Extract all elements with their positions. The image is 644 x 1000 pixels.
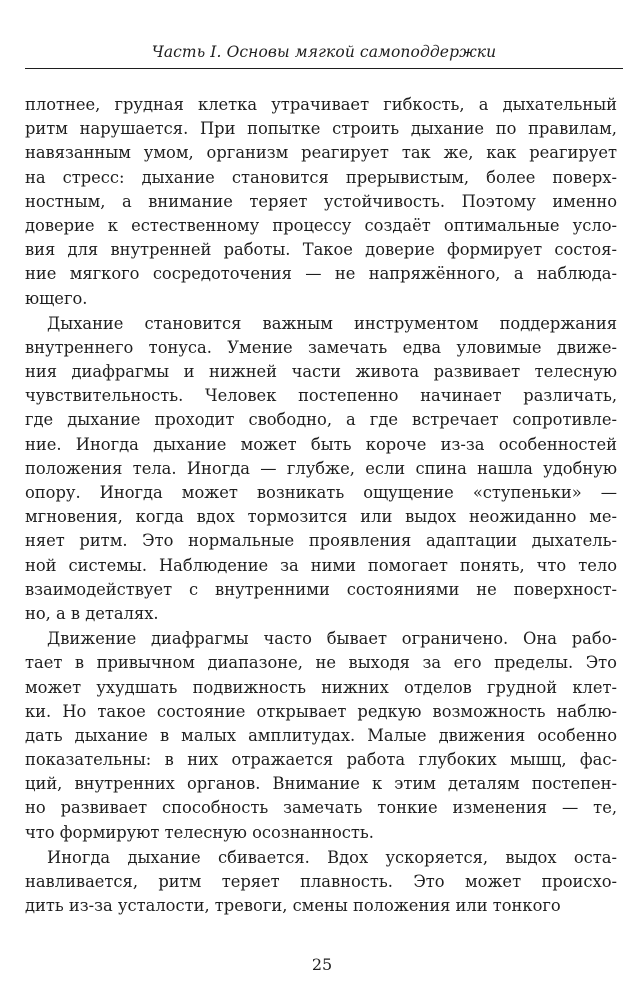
text-line: чувствительность. Человек постепенно начинает различать,: [25, 386, 617, 406]
text-line: ций, внутренних органов. Внимание к этим деталям постепен-: [25, 774, 617, 794]
text-line: ние. Иногда дыхание может быть короче из-за особенностей: [25, 434, 617, 454]
paragraph: [25, 846, 617, 919]
text-line: дить из-за усталости, тревоги, смены положения или тонкого: [25, 896, 561, 916]
text-line: ки. Но такое состояние открывает редкую возможность наблю-: [25, 701, 617, 721]
text-line: доверие к естественному процессу создаёт оптимальные усло-: [25, 215, 617, 235]
text-line: Дыхание становится важным инструментом поддержания: [47, 313, 617, 333]
text-line: ритм нарушается. При попытке строить дыхание по правилам,: [25, 119, 617, 139]
text-line: тает в привычном диапазоне, не выходя за его пределы. Это: [25, 653, 617, 673]
text-line: няет ритм. Это нормальные проявления адаптации дыхатель-: [25, 531, 617, 551]
text-line: но развивает способность замечать тонкие изменения — те,: [25, 798, 617, 818]
text-line: Иногда дыхание сбивается. Вдох ускоряется, выдох оста-: [47, 847, 617, 867]
text-line: ной системы. Наблюдение за ними помогает понять, что тело: [25, 555, 617, 575]
text-line: может ухудшать подвижность нижних отделов грудной клет-: [25, 677, 617, 697]
running-header: Часть I. Основы мягкой самоподдержки: [151, 43, 497, 61]
text-line: мгновения, когда вдох тормозится или выдох неожиданно ме-: [25, 507, 617, 527]
text-line: где дыхание проходит свободно, а где встречает сопротивле-: [25, 410, 617, 430]
text-line: на стресс: дыхание становится прерывистым, более поверх-: [25, 167, 617, 187]
text-line: дать дыхание в малых амплитудах. Малые движения особенно: [25, 725, 617, 745]
text-line: ния диафрагмы и нижней части живота развивает телесную: [25, 362, 617, 382]
text-line: ние мягкого сосредоточения — не напряжённого, а наблюда-: [25, 264, 617, 284]
text-line: ностным, а внимание теряет устойчивость. Поэтому именно: [25, 191, 617, 211]
text-line: внутреннего тонуса. Умение замечать едва уловимые движе-: [25, 337, 617, 357]
paragraph: [25, 312, 617, 626]
text-line: навливается, ритм теряет плавность. Это может происхо-: [25, 872, 617, 891]
paragraph: [25, 93, 617, 311]
text-line: ющего.: [25, 288, 88, 308]
body-text: [25, 93, 617, 918]
text-line: но, а в деталях.: [25, 603, 159, 623]
text-line: взаимодействует с внутренними состояниями не поверхност-: [25, 579, 617, 599]
header-rule: [25, 68, 623, 69]
text-line: показательны: в них отражается работа глубоких мышц, фас-: [25, 750, 617, 770]
text-line: что формируют телесную осознанность.: [25, 822, 374, 842]
text-line: плотнее, грудная клетка утрачивает гибкость, а дыхательный: [25, 95, 617, 114]
text-line: опору. Иногда может возникать ощущение «ступеньки» —: [25, 483, 617, 502]
text-line: вия для внутренней работы. Такое доверие формирует состоя-: [25, 240, 617, 260]
paragraph: [25, 627, 617, 845]
text-line: навязанным умом, организм реагирует так же, как реагирует: [25, 143, 617, 163]
text-line: Движение диафрагмы часто бывает ограничено. Она рабо-: [47, 629, 617, 649]
page-number: 25: [311, 955, 333, 974]
text-line: положения тела. Иногда — глубже, если спина нашла удобную: [25, 458, 617, 478]
